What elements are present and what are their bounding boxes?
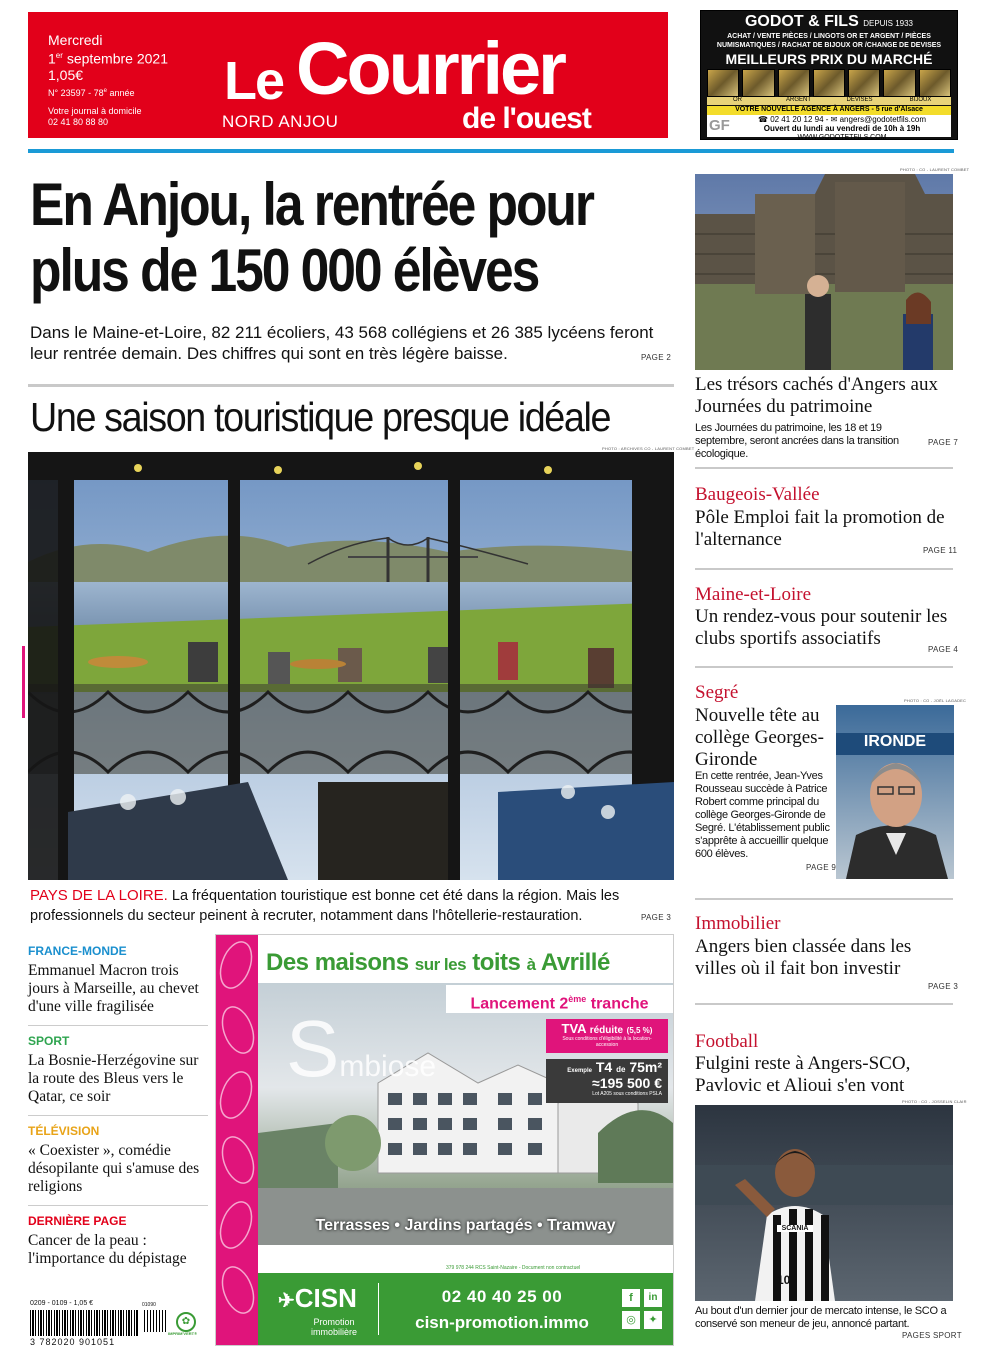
brief-television[interactable] — [28, 1124, 208, 1196]
masthead-info — [48, 32, 168, 128]
immo-page-ref: PAGE 3 — [928, 982, 959, 991]
patrimoine-title[interactable]: Les trésors cachés d'Angers aux Journées du patrimoine — [695, 374, 938, 417]
subscription-phone: 02 41 80 88 80 — [48, 116, 109, 127]
tourism-text: La fréquentation touristique est bonne cet été dans la région. Mais les professionnels du secteur peinent à recruter, notamment dans l'hôtellerie-restauration. — [30, 888, 620, 924]
tva-box: TVA réduite (5,5 %) Sous conditions d'éligibilité à la location-accession — [546, 1019, 668, 1053]
edition-name: NORD ANJOU — [222, 112, 339, 131]
jersey-sponsor: SCANIA — [777, 1225, 813, 1232]
price: 1,05€ — [48, 66, 84, 83]
brief-derniere-page[interactable] — [28, 1214, 208, 1268]
castle-illustration — [695, 174, 953, 370]
baugeois-page-ref: PAGE 11 — [923, 546, 958, 555]
brief-kicker: SPORT — [28, 1034, 70, 1048]
home-delivery: Votre journal à domicile — [48, 105, 142, 116]
patrimoine-page-ref: PAGE 7 — [928, 438, 959, 447]
tourism-headline[interactable]: Une saison touristique presque idéale — [30, 394, 611, 440]
tourism-photo[interactable] — [28, 452, 674, 880]
cisn-website[interactable]: cisn-promotion.immo — [415, 1313, 589, 1332]
center-advertisement[interactable] — [215, 934, 674, 1346]
ad-title: Des maisons sur les toits à Avrillé — [266, 949, 610, 976]
barcode-image — [30, 1310, 138, 1336]
ad-agency: VOTRE NOUVELLE AGENCE À ANGERS - 5 rue d'Alsace — [707, 106, 951, 115]
portrait-illustration — [836, 705, 954, 879]
masthead — [28, 12, 668, 138]
brief-title: Cancer de la peau : l'importance du dépistage — [28, 1232, 187, 1267]
symbiose-logo: Smbiose — [286, 1004, 437, 1093]
brief-kicker: FRANCE-MONDE — [28, 944, 127, 958]
instagram-icon[interactable]: ◎ — [622, 1311, 640, 1329]
ad-pink-band — [216, 935, 258, 1345]
margin-marker — [22, 646, 25, 718]
social-icons — [622, 1289, 662, 1329]
tourism-kicker: PAYS DE LA LOIRE. — [30, 887, 168, 904]
tourism-photo-credit: PHOTO : ARCHIVES CO - LAURENT COMBET — [602, 446, 695, 451]
football-page-ref: PAGES SPORT — [902, 1331, 962, 1340]
divider — [695, 467, 953, 469]
brief-kicker: DERNIÈRE PAGE — [28, 1214, 127, 1228]
publication-date: 1er septembre 2021 — [48, 50, 168, 67]
brief-title: « Coexister », comédie désopilante qui s'amuse des religions — [28, 1142, 200, 1195]
imprim-vert-logo: IMPRIM'VERT® — [168, 1331, 198, 1336]
briefs-column — [28, 944, 208, 1268]
divider — [695, 898, 953, 900]
jersey-number: 10 — [777, 1273, 791, 1287]
price-box: Exemple T4 de 75m² ≈195 500 € Lot A205 sous conditions PSLA — [546, 1059, 668, 1103]
cisn-phone[interactable]: 02 40 40 25 00 — [441, 1287, 563, 1306]
ad-hours: Ouvert du lundi au vendredi de 10h à 19h — [763, 124, 921, 133]
lead-headline[interactable]: En Anjou, la rentrée pour plus de 150 000 élèves — [30, 171, 593, 304]
player-illustration — [695, 1105, 953, 1301]
immo-title[interactable]: Angers bien classée dans les villes où il fait bon investir — [695, 936, 912, 979]
patrimoine-text: Les Journées du patrimoine, les 18 et 19 septembre, seront ancrées dans la transition écologique. — [695, 422, 899, 460]
football-title[interactable]: Fulgini reste à Angers-SCO, Pavlovic et Alioui s'en vont — [695, 1053, 911, 1096]
maine-title[interactable]: Un rendez-vous pour soutenir les clubs sportifs associatifs — [695, 606, 948, 649]
publication-day: Mercredi — [48, 32, 103, 48]
segre-photo-credit: PHOTO : CO - JOËL LAGADEC — [904, 698, 967, 703]
ad-headline: MEILLEURS PRIX DU MARCHÉ — [725, 51, 933, 67]
cisn-logo: ✈CISN — [278, 1283, 357, 1313]
linkedin-icon[interactable]: in — [644, 1289, 662, 1307]
facebook-icon[interactable]: f — [622, 1289, 640, 1307]
barcode-addon — [144, 1310, 168, 1332]
ad-website: WWW.GODOTETFILS.COM — [797, 134, 887, 141]
top-rule — [28, 149, 954, 153]
patrimoine-photo-credit: PHOTO : CO - LAURENT COMBET — [900, 167, 970, 172]
ad-brand: GODOT & FILS DEPUIS 1933 — [744, 13, 914, 30]
baugeois-title[interactable]: Pôle Emploi fait la promotion de l'alternance — [695, 507, 945, 550]
logo-de-l-ouest: de l'ouest — [462, 102, 591, 135]
barcode-area: 0209 - 0109 - 1,05 € 01090 3 782020 901051 ✿ IMPRIM'VERT® — [30, 1300, 198, 1347]
cisn-bird-icon: ✈ — [278, 1290, 295, 1312]
segre-photo[interactable] — [836, 705, 954, 879]
divider — [695, 1003, 953, 1005]
lead-summary: Dans le Maine-et-Loire, 82 211 écoliers, 43 568 collégiens et 26 385 lycéens feront leur rentrée demain. Des chiffres qui sont en très légère baisse. — [30, 323, 654, 363]
issue-number: N° 23597 - 78e année — [48, 87, 135, 98]
divider — [28, 1025, 208, 1026]
school-sign: IRONDE — [836, 733, 954, 755]
ad-contact — [707, 115, 951, 141]
lead-page-ref: PAGE 2 — [641, 353, 672, 362]
divider — [28, 1205, 208, 1206]
ad-phone: ☎ 02 41 20 12 94 - ✉ angers@godotetfils.com — [758, 115, 926, 124]
patrimoine-photo[interactable] — [695, 174, 953, 370]
brief-kicker: TÉLÉVISION — [28, 1124, 100, 1138]
logo-le: Le — [224, 51, 284, 111]
segre-text: En cette rentrée, Jean-Yves Rousseau succède à Patrice Robert comme principal du collège Georges-Gironde de Segré. L'établissement public s'apprête à accueillir quelque 600 élèves. — [695, 770, 830, 860]
brief-sport[interactable] — [28, 1034, 208, 1106]
logo-courrier: Courrier — [296, 27, 564, 110]
football-kicker: Football — [695, 1031, 759, 1052]
football-photo-credit: PHOTO : CO - JOSSELIN CLAIR — [902, 1099, 967, 1104]
coins-image — [707, 69, 951, 97]
baugeois-kicker: Baugeois-Vallée — [695, 484, 820, 505]
leaf-pattern-icon — [216, 935, 258, 1345]
top-advertisement[interactable] — [700, 10, 958, 140]
brief-title: Emmanuel Macron trois jours à Marseille, au chevet d'une ville fragilisée — [28, 962, 199, 1015]
football-caption: Au bout d'un dernier jour de mercato intense, le SCO a conservé son meneur de jeu, annoncé partant. — [695, 1305, 947, 1330]
segre-kicker: Segré — [695, 682, 739, 703]
segre-title[interactable]: Nouvelle tête au collège Georges-Gironde — [695, 705, 824, 770]
segre-page-ref: PAGE 9 — [806, 863, 837, 872]
barcode-number: 3 782020 901051 — [30, 1337, 116, 1347]
godot-logo: GF — [709, 117, 730, 134]
barcode-top-text: 0209 - 0109 - 1,05 € — [30, 1300, 94, 1307]
maine-kicker: Maine-et-Loire — [695, 584, 812, 605]
divider — [695, 568, 953, 570]
football-photo[interactable] — [695, 1105, 953, 1301]
divider — [695, 666, 953, 668]
brief-france-monde[interactable] — [28, 944, 208, 1016]
divider — [28, 1115, 208, 1116]
leaf-icon: ✿ — [176, 1312, 196, 1332]
immo-kicker: Immobilier — [695, 913, 781, 934]
brief-title: La Bosnie-Herzégovine sur la route des Bleus vers le Qatar, ce soir — [28, 1052, 199, 1105]
ad-legal: 379 978 244 RCS Saint-Nazaire - Document non contractuel — [446, 1265, 581, 1271]
lancement-banner: Lancement 2ème tranche — [446, 985, 673, 1013]
ad-footer — [258, 1273, 673, 1345]
tourism-caption — [30, 886, 680, 926]
ad-amenities: Terrasses • Jardins partagés • Tramway — [315, 1217, 616, 1234]
maine-page-ref: PAGE 4 — [928, 645, 959, 654]
section-rule — [28, 384, 674, 387]
terrace-photo-illustration — [28, 452, 674, 880]
ad-services: ACHAT / VENTE PIÈCES / LINGOTS OR ET ARGENT / PIÈCES NUMISMATIQUES / RACHAT DE BIJOUX OR /CHANGE DE DEVISES — [716, 33, 942, 49]
twitter-icon[interactable]: ✦ — [644, 1311, 662, 1329]
tourism-page-ref: PAGE 3 — [641, 913, 672, 922]
cisn-tagline: Promotion immobilière — [310, 1317, 357, 1337]
ad-metals: OR ARGENT DEVISES BIJOUX — [707, 97, 951, 105]
